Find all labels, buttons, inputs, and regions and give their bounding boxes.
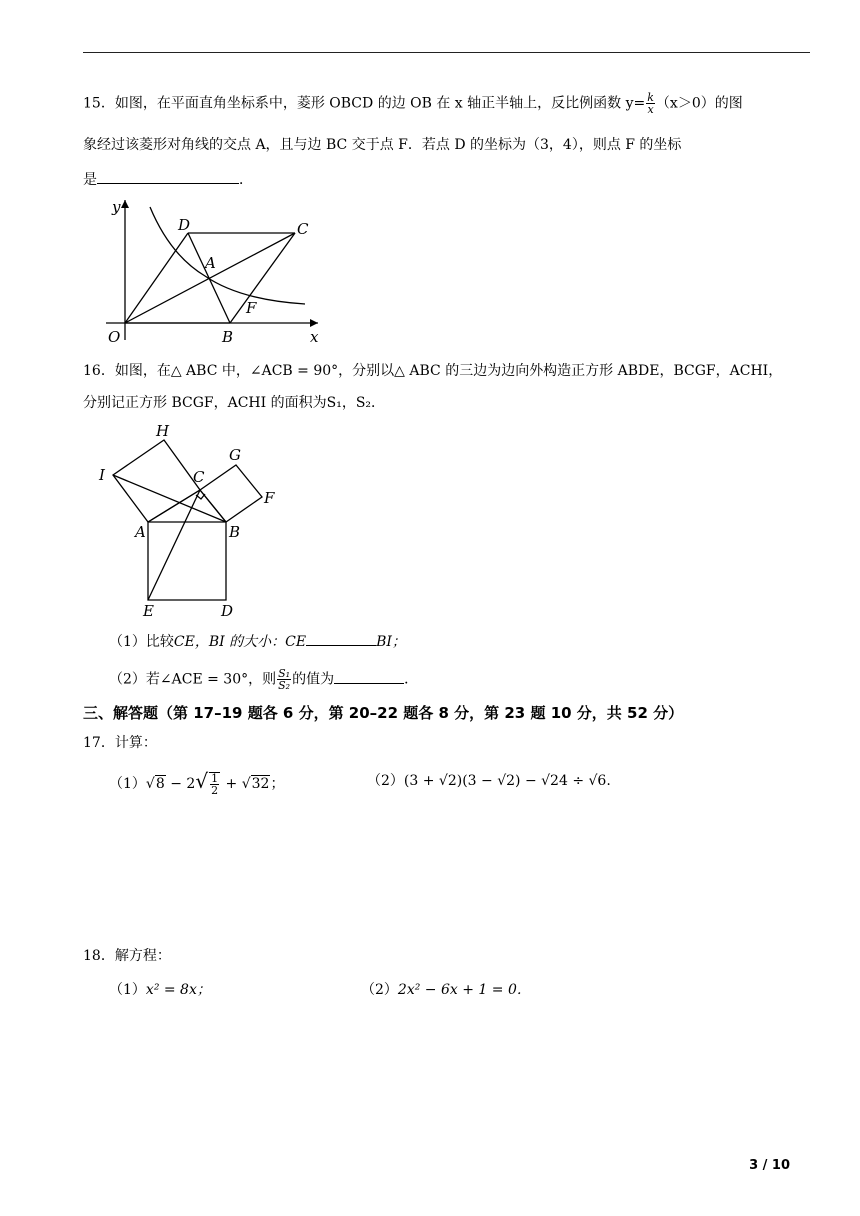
label-B: B — [229, 523, 241, 541]
q16-sub1-end: BI； — [376, 634, 406, 650]
q17-p1-a: √ — [145, 776, 155, 792]
label-F: F — [264, 489, 275, 507]
q15-answer-blank[interactable] — [97, 169, 239, 184]
q16-number: 16． — [83, 363, 115, 379]
label-x: x — [310, 328, 319, 346]
q16-sub1-mid: CE，BI 的大小：CE — [173, 634, 307, 650]
q16-sub2 — [109, 668, 418, 691]
side-DO — [125, 233, 188, 323]
q17-p2-label: （2） — [367, 773, 404, 789]
q17-p1-fraction — [209, 772, 220, 796]
q16-sub2-end: ． — [404, 671, 419, 688]
q17-part1: （1）√8 − 2√ $\frac{1}{2}$ + √32； — [109, 769, 285, 797]
q15-fraction — [646, 92, 655, 115]
q15-figure — [100, 195, 340, 345]
q16-sub1-blank[interactable] — [306, 631, 376, 646]
q16-frac-num: S₁ — [278, 667, 291, 680]
q17-p1-b: − 2 — [165, 776, 196, 792]
q17-p1-c: + √ — [221, 776, 251, 792]
q16-sub1-prefix: （1）比较 — [109, 634, 174, 650]
q17-p1-end: ； — [270, 776, 285, 792]
q15-line2: 象经过该菱形对角线的交点 A，且与边 BC 交于点 F．若点 D 的坐标为（3，4），则点 F 的坐标 — [83, 137, 682, 153]
q17-line — [83, 733, 157, 753]
side-BC — [230, 233, 295, 323]
diagonal-OC — [125, 233, 295, 323]
label-H: H — [156, 422, 170, 440]
q18-p1-expr: x² = 8x； — [145, 982, 211, 998]
square-ABDE — [148, 522, 226, 600]
q15-line3-end: ． — [239, 172, 253, 188]
q18-part1 — [109, 980, 211, 1000]
header-rule — [83, 52, 810, 53]
label-C: C — [193, 468, 205, 486]
q15-frac-num: k — [647, 91, 654, 104]
label-I: I — [99, 466, 105, 484]
q15-line3 — [83, 169, 253, 190]
label-y: y — [112, 198, 121, 216]
q15-frac-den: x — [647, 103, 654, 116]
square-BCGF — [200, 465, 262, 522]
q18-number: 18． — [83, 948, 115, 964]
q17-p1-c-rad: 32 — [251, 776, 270, 792]
page-number: 3 / 10 — [749, 1158, 790, 1173]
q16-frac-den: S₂ — [278, 679, 291, 692]
q17-part2 — [367, 771, 611, 791]
label-O: O — [108, 328, 121, 346]
label-A: A — [205, 254, 216, 272]
label-C: C — [297, 220, 309, 238]
q17-p1-frac-den: 2 — [211, 784, 219, 797]
hyperbola — [150, 207, 305, 304]
q18-p2-label: （2） — [361, 982, 398, 998]
q18-title: 解方程： — [114, 948, 171, 964]
label-E: E — [143, 602, 154, 620]
q18-p1-label: （1） — [109, 982, 146, 998]
label-D: D — [178, 216, 191, 234]
q15-text-b: （x＞0）的图 — [655, 95, 743, 112]
label-G: G — [229, 446, 241, 464]
q16-line2: 分别记正方形 BCGF，ACHI 的面积为S₁，S₂． — [83, 395, 386, 411]
q15-line1 — [83, 92, 743, 115]
q15-text-a: 如图，在平面直角坐标系中，菱形 OBCD 的边 OB 在 x 轴正半轴上，反比例函数 y= — [114, 95, 646, 112]
q17-number: 17． — [83, 735, 115, 751]
q16-line1 — [83, 361, 782, 381]
section3-heading: 三、解答题（第 17–19 题各 6 分，第 20–22 题各 8 分，第 23 题 10 分，共 52 分） — [83, 704, 684, 722]
q17-p1-label: （1） — [109, 776, 146, 792]
q18-part2 — [361, 980, 531, 1000]
label-F: F — [246, 299, 257, 317]
q15-number: 15． — [83, 95, 115, 112]
q17-p2-expr: (3 + √2)(3 − √2) − √24 ÷ √6. — [403, 773, 611, 789]
q17-title: 计算： — [114, 735, 157, 751]
q16-text-line1: 如图，在△ ABC 中，∠ACB = 90°，分别以△ ABC 的三边为边向外构造正方形 ABDE，BCGF，ACHI， — [114, 363, 783, 379]
q16-sub1 — [109, 631, 406, 652]
q16-figure — [95, 418, 295, 623]
q17-p1-frac-num: 1 — [211, 772, 219, 785]
q16-sub2-mid: 的值为 — [292, 671, 335, 688]
q16-sub2-prefix: （2）若∠ACE = 30°，则 — [109, 671, 277, 688]
label-B: B — [222, 328, 234, 346]
label-D: D — [221, 602, 234, 620]
q15-line3-text: 是 — [83, 172, 97, 188]
label-A: A — [135, 523, 146, 541]
q18-line — [83, 946, 171, 966]
q17-p1-a-rad: 8 — [155, 776, 165, 792]
q18-p2-expr: 2x² − 6x + 1 = 0． — [397, 982, 531, 998]
q16-sub2-blank[interactable] — [334, 669, 404, 684]
q16-sub2-fraction — [277, 668, 291, 691]
